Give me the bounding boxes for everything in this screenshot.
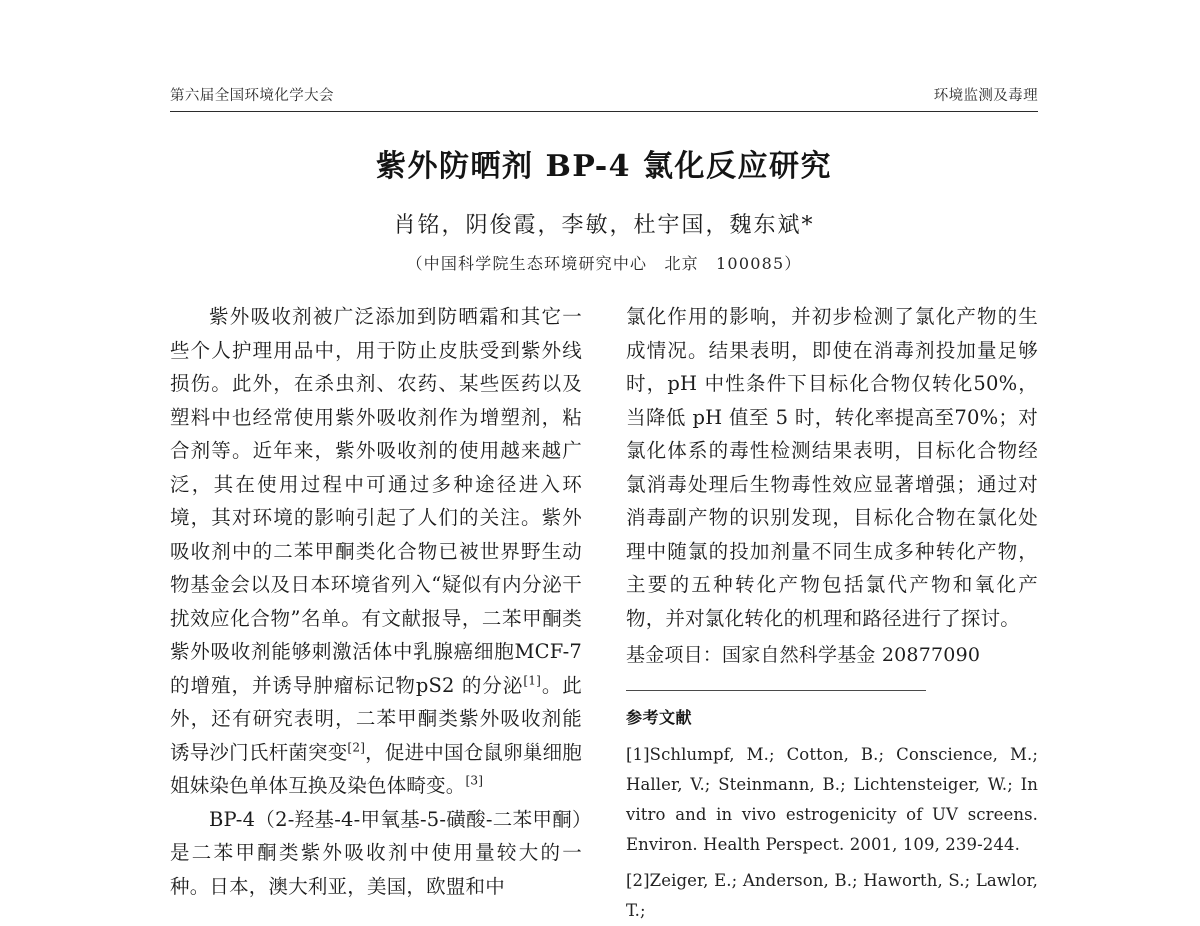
running-header-right: 环境监测及毒理 [933,88,1038,104]
right-paragraph-1: 氯化作用的影响，并初步检测了氯化产物的生成情况。结果表明，即使在消毒剂投加量足够时，pH 中性条件下目标化合物仅转化50%，当降低 pH 值至 5 时，转化率提高至70%；对氯化体系的毒性检测结果表明，目标化合物经氯消毒处理后生物毒性效应显著增强；通过对消毒副产物的识别发现，目标化合物在氯化处理中随氯的投加剂量不同生成多种转化产物，主要的五种转化产物包括氯代产物和氧化产物，并对氯化转化的机理和路径进行了探讨。 [626,305,1038,630]
left-paragraph-1-part-a: 紫外吸收剂被广泛添加到防晒霜和其它一些个人护理用品中，用于防止皮肤受到紫外线损伤。此外，在杀虫剂、农药、某些医药以及塑料中也经常使用紫外吸收剂作为增塑剂，粘合剂等。近年来，紫外吸收剂的使用越来越广泛，其在使用过程中可通过多种途径进入环境，其对环境的影响引起了人们的关注。紫外吸收剂中的二苯甲酮类化合物已被世界野生动物基金会以及日本环境省列入“疑似有内分泌干扰效应化合物”名单。有文献报导，二苯甲酮类紫外吸收剂能够刺激活体中乳腺癌细胞MCF-7 的增殖，并诱导肿瘤标记物pS2 的分泌 [170,305,582,697]
references-divider [626,690,926,691]
page-title: 紫外防晒剂 BP-4 氯化反应研究 [376,149,832,184]
right-column [626,300,1038,920]
body-columns [170,300,1038,920]
title-block [170,148,1038,275]
reference-item: [2]Zeiger, E.; Anderson, B.; Haworth, S.; Lawlor, T.; [626,871,1038,920]
affiliation-line: （中国科学院生态环境研究中心 北京 100085） [406,254,802,274]
citation-marker-3: [3] [465,773,484,788]
left-paragraph-1-part-b: 。此外，还有研究表明，二苯甲酮类紫外吸收剂能诱导沙门氏杆菌突变 [170,673,583,764]
citation-marker-2: [2] [347,740,366,754]
left-paragraph-1-part-c: ，促进中国仓鼠卵巢细胞姐妹染色单体互换及染色体畸变。 [170,740,582,797]
citation-marker-1: [1] [523,673,542,687]
left-paragraph-1 [170,300,582,803]
left-column [170,300,582,900]
running-header [170,84,1038,112]
funding-line: 基金项目：国家自然科学基金 20877090 [626,644,981,666]
author-list: 肖铭，阴俊霞，李敏，杜宇国，魏东斌* [393,212,815,238]
running-header-left: 第六届全国环境化学大会 [170,88,334,104]
left-paragraph-2: BP-4（2-羟基-4-甲氧基-5-磺酸-二苯甲酮）是二苯甲酮类紫外吸收剂中使用量较大的一种。日本，澳大利亚，美国，欧盟和中 [170,807,582,898]
reference-item: [1]Schlumpf, M.; Cotton, B.; Conscience, M.; Haller, V.; Steinmann, B.; Lichtensteiger, W.; In vitro and in vivo estrogenicity of UV screens. Environ. Health Perspect. 2001, 109, 239-244. [626,745,1038,854]
references-heading: 参考文献 [626,708,693,727]
